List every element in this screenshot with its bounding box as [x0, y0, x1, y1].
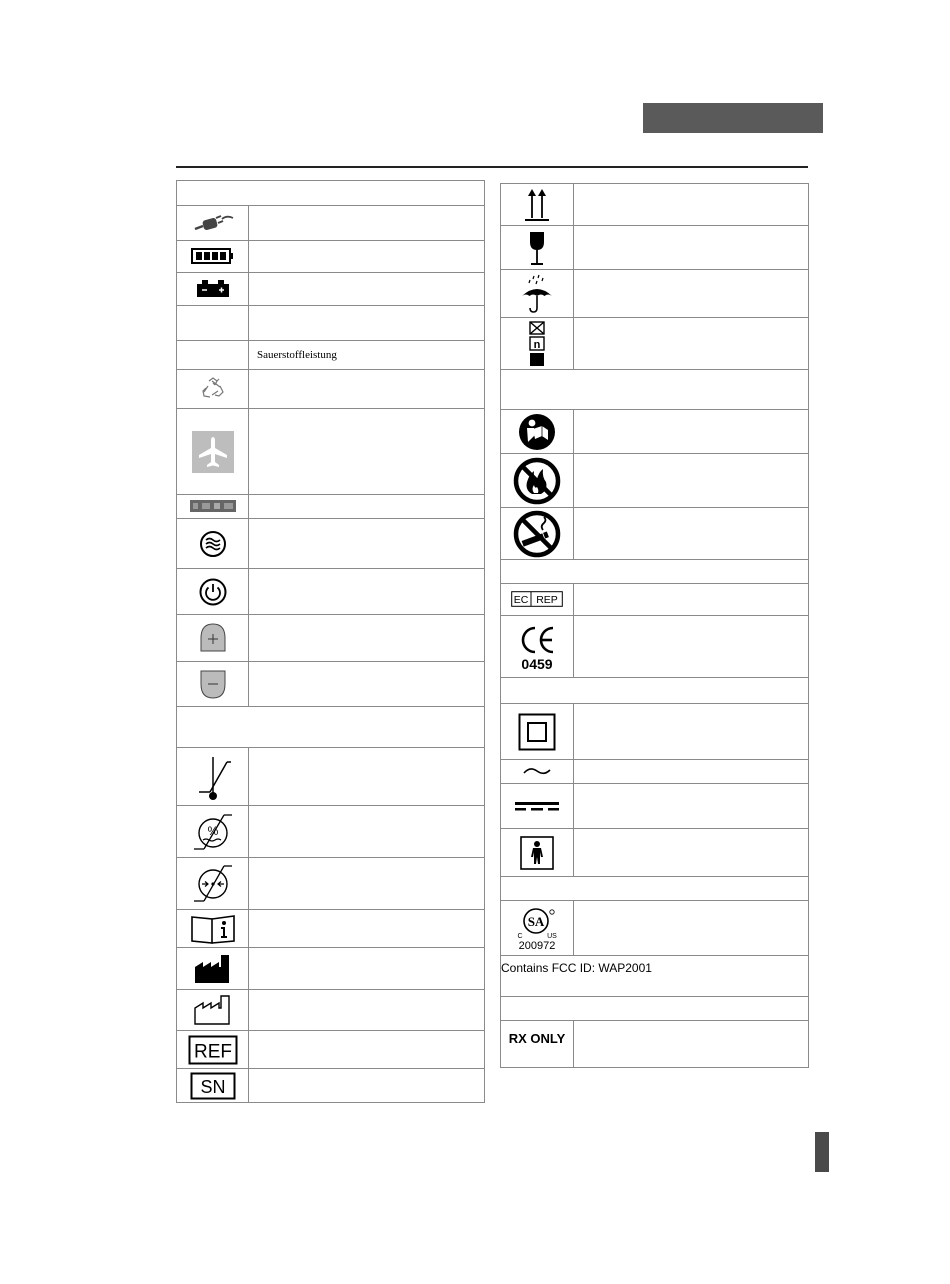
page-number-tab [815, 1132, 829, 1172]
table-row [501, 616, 809, 678]
no-smoking-icon [513, 510, 561, 558]
svg-text:EC: EC [513, 594, 529, 607]
section-header-row [177, 707, 485, 748]
svg-text:SA: SA [527, 914, 545, 929]
svg-text:SN: SN [199, 1076, 226, 1097]
table-row [501, 584, 809, 616]
table-row [501, 760, 809, 784]
temperature-limit-icon [193, 752, 233, 802]
table-row [501, 956, 809, 997]
dc-battery-terminals-icon [195, 280, 231, 298]
humidity-limit-icon [192, 809, 234, 855]
type-bf-applied-part-icon [520, 836, 554, 870]
svg-text:0459: 0459 [521, 655, 553, 672]
table-row [177, 241, 485, 273]
oxygen-output-label: Sauerstoffleistung [249, 341, 485, 370]
power-button-icon [198, 577, 228, 607]
section-header-row [501, 678, 809, 704]
ref-catalog-number-icon [188, 1035, 238, 1065]
table-row [177, 1069, 485, 1103]
table-row [177, 409, 485, 495]
table-row [501, 784, 809, 829]
plus-button-icon [199, 621, 227, 655]
svg-text:n: n [533, 338, 541, 351]
alternating-current-icon [522, 765, 552, 777]
table-row [177, 748, 485, 806]
svg-text:REF: REF [193, 1041, 232, 1062]
date-of-manufacture-icon [193, 994, 233, 1026]
section-header-cell [177, 181, 485, 206]
table-row [177, 858, 485, 910]
section-header-cell [501, 877, 809, 901]
table-row [177, 306, 485, 341]
chapter-header-bar [643, 103, 823, 133]
keep-dry-icon [519, 274, 555, 314]
table-row [177, 341, 485, 370]
section-header-cell [501, 370, 809, 410]
table-row [501, 508, 809, 560]
svg-text:C: C [517, 933, 523, 940]
table-row [177, 910, 485, 948]
section-header-cell [501, 678, 809, 704]
consult-instructions-icon [190, 913, 236, 945]
this-way-up-icon [523, 188, 551, 222]
fcc-id-text: Contains FCC ID: WAP2001 [501, 956, 809, 997]
svg-text:%: % [207, 823, 218, 838]
section-header-row [501, 997, 809, 1021]
read-manual-icon [518, 413, 556, 451]
table-row [177, 519, 485, 569]
table-row [177, 615, 485, 662]
svg-text:200972: 200972 [518, 940, 556, 952]
table-row [177, 990, 485, 1031]
table-row [177, 273, 485, 306]
recycle-icon [200, 377, 226, 401]
ec-rep-icon [511, 591, 563, 607]
table-row [501, 226, 809, 270]
ac-power-plug-icon [191, 213, 235, 233]
section-header-cell [501, 560, 809, 584]
table-row [177, 806, 485, 858]
minus-button-icon [199, 667, 227, 701]
airplane-approved-icon [192, 431, 234, 473]
table-row [177, 370, 485, 409]
table-row [177, 495, 485, 519]
section-header-row [177, 181, 485, 206]
atmospheric-pressure-limit-icon [192, 861, 234, 907]
table-row [501, 184, 809, 226]
section-header-row [501, 877, 809, 901]
svg-text:US: US [547, 933, 557, 940]
header-rule [176, 166, 808, 168]
ce-mark-icon [514, 622, 560, 672]
table-row [177, 662, 485, 707]
manufacturer-icon [193, 953, 233, 985]
serial-number-icon [190, 1072, 236, 1100]
table-row [501, 901, 809, 956]
table-row [501, 270, 809, 318]
svg-text:REP: REP [536, 594, 558, 607]
table-row [177, 1031, 485, 1069]
fragile-icon [527, 230, 547, 266]
table-row [177, 206, 485, 241]
table-row [501, 454, 809, 508]
table-row [501, 318, 809, 370]
battery-full-icon [191, 247, 235, 265]
table-row [501, 704, 809, 760]
rx-only-icon: RX ONLY [508, 1031, 566, 1046]
section-header-row [501, 370, 809, 410]
table-row [501, 1021, 809, 1068]
table-row [177, 948, 485, 990]
section-header-cell [501, 997, 809, 1021]
table-row [177, 569, 485, 615]
class-ii-double-insulation-icon [518, 713, 556, 751]
table-row [501, 829, 809, 877]
no-open-flames-icon [513, 457, 561, 505]
display-readout-icon [190, 500, 236, 512]
breath-waves-icon [198, 529, 228, 559]
left-symbol-table [176, 180, 485, 1103]
table-row [501, 410, 809, 454]
section-header-cell [177, 707, 485, 748]
right-symbol-table [500, 183, 809, 1068]
direct-current-icon [515, 801, 559, 811]
stacking-limit-icon [528, 321, 546, 367]
csa-certification-icon [512, 904, 562, 952]
section-header-row [501, 560, 809, 584]
